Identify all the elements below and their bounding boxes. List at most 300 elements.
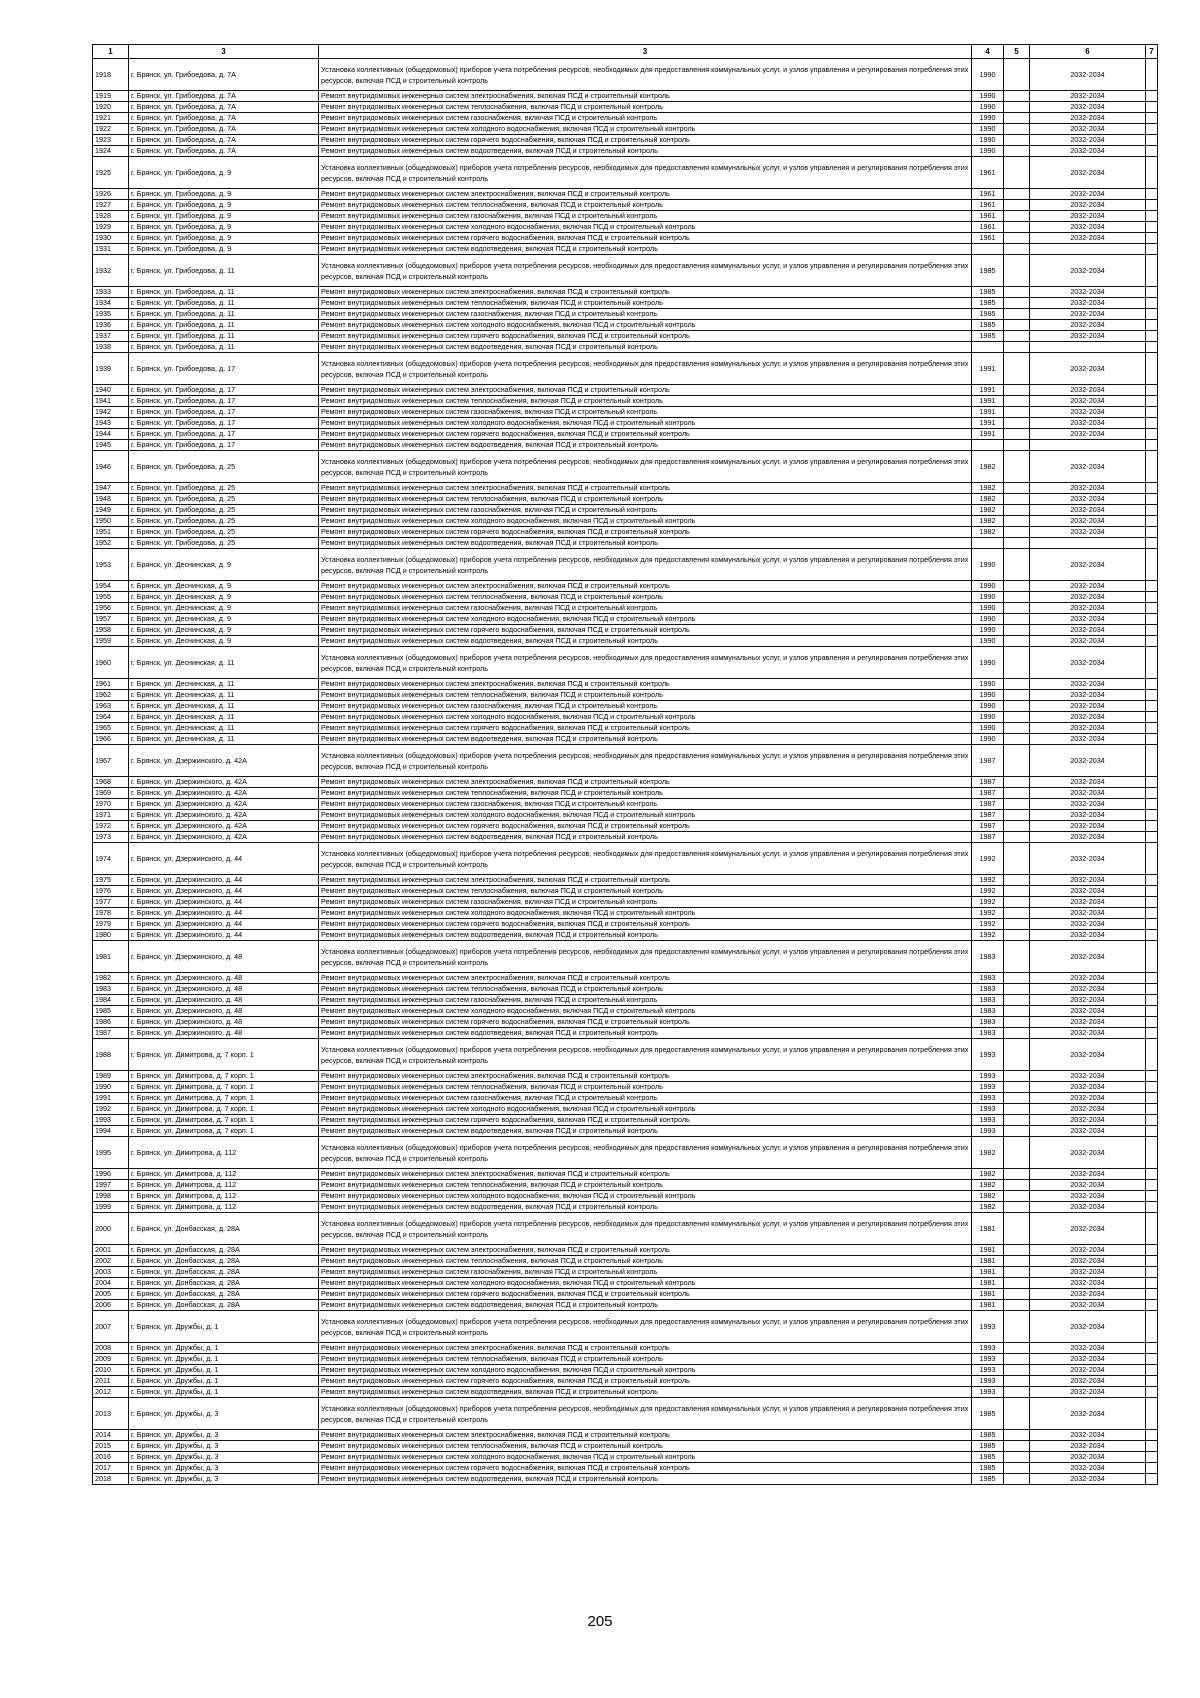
row-work-description: Ремонт внутридомовых инженерных систем горячего водоснабжения, включая ПСД и строительный контроль: [319, 625, 972, 636]
row-col5: [1004, 59, 1030, 91]
row-address: г. Брянск, ул. Грибоедова, д. 25: [129, 451, 319, 483]
row-col5: [1004, 146, 1030, 157]
row-year: 1985: [972, 287, 1004, 298]
row-period: 2032-2034: [1030, 1082, 1146, 1093]
row-number: 2017: [93, 1463, 129, 1474]
table-row: [93, 1191, 1158, 1202]
row-col5: [1004, 810, 1030, 821]
table-row: [93, 233, 1158, 244]
row-address: г. Брянск, ул. Дзержинского, д. 48: [129, 995, 319, 1006]
row-work-description: Ремонт внутридомовых инженерных систем электроснабжения, включая ПСД и строительный контроль: [319, 581, 972, 592]
row-number: 1988: [93, 1039, 129, 1071]
row-work-description: Ремонт внутридомовых инженерных систем горячего водоснабжения, включая ПСД и строительный контроль: [319, 135, 972, 146]
row-address: г. Брянск, ул. Грибоедова, д. 17: [129, 407, 319, 418]
row-year: 1993: [972, 1071, 1004, 1082]
row-year: 1985: [972, 309, 1004, 320]
row-year: 1982: [972, 1191, 1004, 1202]
row-period: [1030, 440, 1146, 451]
row-work-description: Ремонт внутридомовых инженерных систем теплоснабжения, включая ПСД и строительный контроль: [319, 1180, 972, 1191]
row-year: 1983: [972, 973, 1004, 984]
table-row: [93, 1452, 1158, 1463]
row-address: г. Брянск, ул. Дзержинского, д. 48: [129, 984, 319, 995]
row-col5: [1004, 1126, 1030, 1137]
column-header: 3: [129, 45, 319, 59]
row-period: 2032-2034: [1030, 353, 1146, 385]
table-row: [93, 211, 1158, 222]
row-col7: [1146, 396, 1158, 407]
row-col7: [1146, 1463, 1158, 1474]
row-col5: [1004, 679, 1030, 690]
row-work-description: Ремонт внутридомовых инженерных систем теплоснабжения, включая ПСД и строительный контроль: [319, 788, 972, 799]
table-row: [93, 1093, 1158, 1104]
row-col7: [1146, 701, 1158, 712]
row-col5: [1004, 636, 1030, 647]
row-number: 1946: [93, 451, 129, 483]
table-row: [93, 734, 1158, 745]
row-col7: [1146, 1104, 1158, 1115]
row-address: г. Брянск, ул. Деснинская, д. 9: [129, 549, 319, 581]
row-work-description: Установка коллективных (общедомовых) приборов учета потребления ресурсов, необходимых для предоставления коммунальных услуг, и узлов управления и регулирования потребления этих ресурсов, включая ПСД и строительный контроль: [319, 353, 972, 385]
row-year: 1990: [972, 636, 1004, 647]
row-period: 2032-2034: [1030, 135, 1146, 146]
row-number: 1995: [93, 1137, 129, 1169]
table-row: [93, 549, 1158, 581]
table-row: [93, 745, 1158, 777]
row-col5: [1004, 1398, 1030, 1430]
row-period: 2032-2034: [1030, 1452, 1146, 1463]
row-col5: [1004, 200, 1030, 211]
row-col5: [1004, 843, 1030, 875]
row-address: г. Брянск, ул. Грибоедова, д. 7А: [129, 102, 319, 113]
row-number: 1994: [93, 1126, 129, 1137]
row-col5: [1004, 1387, 1030, 1398]
row-address: г. Брянск, ул. Грибоедова, д. 11: [129, 309, 319, 320]
row-work-description: Ремонт внутридомовых инженерных систем электроснабжения, включая ПСД и строительный контроль: [319, 1071, 972, 1082]
column-header: 4: [972, 45, 1004, 59]
row-address: г. Брянск, ул. Димитрова, д. 112: [129, 1191, 319, 1202]
row-col7: [1146, 821, 1158, 832]
row-address: г. Брянск, ул. Дзержинского, д. 44: [129, 897, 319, 908]
row-period: 2032-2034: [1030, 1300, 1146, 1311]
row-col5: [1004, 440, 1030, 451]
row-number: 1989: [93, 1071, 129, 1082]
row-number: 1953: [93, 549, 129, 581]
row-col7: [1146, 712, 1158, 723]
row-col7: [1146, 973, 1158, 984]
row-address: г. Брянск, ул. Димитрова, д. 7 корп. 1: [129, 1071, 319, 1082]
row-address: г. Брянск, ул. Грибоедова, д. 25: [129, 516, 319, 527]
row-period: 2032-2034: [1030, 679, 1146, 690]
row-work-description: Ремонт внутридомовых инженерных систем водоотведения, включая ПСД и строительный контроль: [319, 146, 972, 157]
row-col7: [1146, 527, 1158, 538]
row-col7: [1146, 298, 1158, 309]
row-period: 2032-2034: [1030, 875, 1146, 886]
row-number: 1944: [93, 429, 129, 440]
row-address: г. Брянск, ул. Грибоедова, д. 9: [129, 189, 319, 200]
table-row: [93, 1006, 1158, 1017]
row-address: г. Брянск, ул. Грибоедова, д. 9: [129, 157, 319, 189]
row-address: г. Брянск, ул. Грибоедова, д. 25: [129, 483, 319, 494]
row-address: г. Брянск, ул. Дзержинского, д. 48: [129, 1006, 319, 1017]
row-number: 1980: [93, 930, 129, 941]
row-number: 1999: [93, 1202, 129, 1213]
row-year: 1985: [972, 1398, 1004, 1430]
row-col5: [1004, 1137, 1030, 1169]
row-period: 2032-2034: [1030, 1354, 1146, 1365]
row-address: г. Брянск, ул. Дзержинского, д. 44: [129, 919, 319, 930]
row-work-description: Ремонт внутридомовых инженерных систем теплоснабжения, включая ПСД и строительный контроль: [319, 1441, 972, 1452]
row-year: 1990: [972, 690, 1004, 701]
row-work-description: Ремонт внутридомовых инженерных систем горячего водоснабжения, включая ПСД и строительный контроль: [319, 331, 972, 342]
row-number: 1973: [93, 832, 129, 843]
row-period: 2032-2034: [1030, 1463, 1146, 1474]
row-col5: [1004, 1289, 1030, 1300]
row-period: 2032-2034: [1030, 832, 1146, 843]
table-row: [93, 440, 1158, 451]
row-col7: [1146, 995, 1158, 1006]
table-row: [93, 298, 1158, 309]
row-col7: [1146, 1354, 1158, 1365]
row-period: 2032-2034: [1030, 200, 1146, 211]
row-year: 1991: [972, 396, 1004, 407]
row-col5: [1004, 538, 1030, 549]
row-number: 1986: [93, 1017, 129, 1028]
row-col7: [1146, 679, 1158, 690]
row-col7: [1146, 777, 1158, 788]
row-address: г. Брянск, ул. Дружбы, д. 1: [129, 1343, 319, 1354]
row-address: г. Брянск, ул. Грибоедова, д. 9: [129, 222, 319, 233]
row-col7: [1146, 1126, 1158, 1137]
row-col7: [1146, 1071, 1158, 1082]
table-row: [93, 1039, 1158, 1071]
row-number: 1947: [93, 483, 129, 494]
row-work-description: Ремонт внутридомовых инженерных систем теплоснабжения, включая ПСД и строительный контроль: [319, 592, 972, 603]
row-year: 1990: [972, 91, 1004, 102]
table-row: [93, 1137, 1158, 1169]
row-period: 2032-2034: [1030, 799, 1146, 810]
row-col7: [1146, 59, 1158, 91]
row-col5: [1004, 1115, 1030, 1126]
table-row: [93, 102, 1158, 113]
row-col5: [1004, 1267, 1030, 1278]
row-col7: [1146, 157, 1158, 189]
row-address: г. Брянск, ул. Дружбы, д. 3: [129, 1474, 319, 1485]
row-work-description: Ремонт внутридомовых инженерных систем горячего водоснабжения, включая ПСД и строительный контроль: [319, 429, 972, 440]
row-year: 1983: [972, 1017, 1004, 1028]
row-period: 2032-2034: [1030, 1441, 1146, 1452]
table-row: [93, 538, 1158, 549]
row-number: 1939: [93, 353, 129, 385]
row-number: 1963: [93, 701, 129, 712]
table-row: [93, 777, 1158, 788]
row-number: 1954: [93, 581, 129, 592]
row-work-description: Установка коллективных (общедомовых) приборов учета потребления ресурсов, необходимых для предоставления коммунальных услуг, и узлов управления и регулирования потребления этих ресурсов, включая ПСД и строительный контроль: [319, 745, 972, 777]
row-work-description: Ремонт внутридомовых инженерных систем электроснабжения, включая ПСД и строительный контроль: [319, 1343, 972, 1354]
table-row: [93, 1267, 1158, 1278]
row-period: 2032-2034: [1030, 1474, 1146, 1485]
row-col5: [1004, 1463, 1030, 1474]
row-number: 1993: [93, 1115, 129, 1126]
row-col7: [1146, 1006, 1158, 1017]
row-year: [972, 538, 1004, 549]
row-number: 1920: [93, 102, 129, 113]
table-row: [93, 494, 1158, 505]
row-period: 2032-2034: [1030, 1104, 1146, 1115]
row-year: 1985: [972, 331, 1004, 342]
table-row: [93, 1278, 1158, 1289]
row-period: 2032-2034: [1030, 897, 1146, 908]
row-col7: [1146, 1028, 1158, 1039]
table-row: [93, 1126, 1158, 1137]
row-period: 2032-2034: [1030, 1169, 1146, 1180]
row-col5: [1004, 1441, 1030, 1452]
row-col7: [1146, 113, 1158, 124]
row-year: 1992: [972, 908, 1004, 919]
row-col7: [1146, 1430, 1158, 1441]
row-address: г. Брянск, ул. Деснинская, д. 11: [129, 701, 319, 712]
row-number: 1982: [93, 973, 129, 984]
row-col7: [1146, 211, 1158, 222]
row-col5: [1004, 549, 1030, 581]
row-col7: [1146, 919, 1158, 930]
row-col5: [1004, 320, 1030, 331]
row-col7: [1146, 200, 1158, 211]
row-col5: [1004, 799, 1030, 810]
row-col7: [1146, 1180, 1158, 1191]
row-work-description: Ремонт внутридомовых инженерных систем водоотведения, включая ПСД и строительный контроль: [319, 244, 972, 255]
row-col7: [1146, 1376, 1158, 1387]
row-number: 1956: [93, 603, 129, 614]
table-row: [93, 875, 1158, 886]
row-work-description: Ремонт внутридомовых инженерных систем холодного водоснабжения, включая ПСД и строительный контроль: [319, 1452, 972, 1463]
row-period: 2032-2034: [1030, 1202, 1146, 1213]
row-year: 1990: [972, 603, 1004, 614]
row-work-description: Ремонт внутридомовых инженерных систем водоотведения, включая ПСД и строительный контроль: [319, 636, 972, 647]
row-address: г. Брянск, ул. Грибоедова, д. 25: [129, 538, 319, 549]
row-year: 1990: [972, 549, 1004, 581]
row-year: 1993: [972, 1376, 1004, 1387]
row-number: 1941: [93, 396, 129, 407]
table-row: [93, 810, 1158, 821]
row-work-description: Ремонт внутридомовых инженерных систем газоснабжения, включая ПСД и строительный контроль: [319, 211, 972, 222]
row-period: 2032-2034: [1030, 777, 1146, 788]
row-work-description: Установка коллективных (общедомовых) приборов учета потребления ресурсов, необходимых для предоставления коммунальных услуг, и узлов управления и регулирования потребления этих ресурсов, включая ПСД и строительный контроль: [319, 843, 972, 875]
row-work-description: Ремонт внутридомовых инженерных систем газоснабжения, включая ПСД и строительный контроль: [319, 603, 972, 614]
row-number: 1940: [93, 385, 129, 396]
row-address: г. Брянск, ул. Дружбы, д. 1: [129, 1311, 319, 1343]
table-row: [93, 1474, 1158, 1485]
row-work-description: Ремонт внутридомовых инженерных систем холодного водоснабжения, включая ПСД и строительный контроль: [319, 1191, 972, 1202]
row-col7: [1146, 1300, 1158, 1311]
row-col5: [1004, 287, 1030, 298]
row-period: 2032-2034: [1030, 821, 1146, 832]
row-address: г. Брянск, ул. Дзержинского, д. 44: [129, 886, 319, 897]
row-col7: [1146, 581, 1158, 592]
row-col5: [1004, 1256, 1030, 1267]
row-address: г. Брянск, ул. Грибоедова, д. 25: [129, 505, 319, 516]
row-year: 1981: [972, 1213, 1004, 1245]
row-year: 1993: [972, 1104, 1004, 1115]
row-number: 1961: [93, 679, 129, 690]
row-address: г. Брянск, ул. Димитрова, д. 7 корп. 1: [129, 1115, 319, 1126]
row-address: г. Брянск, ул. Дружбы, д. 1: [129, 1376, 319, 1387]
row-address: г. Брянск, ул. Грибоедова, д. 17: [129, 385, 319, 396]
table-row: [93, 1430, 1158, 1441]
row-period: 2032-2034: [1030, 723, 1146, 734]
row-number: 1966: [93, 734, 129, 745]
row-period: 2032-2034: [1030, 91, 1146, 102]
row-col7: [1146, 287, 1158, 298]
row-year: 1983: [972, 1006, 1004, 1017]
table-row: [93, 1300, 1158, 1311]
row-col5: [1004, 1028, 1030, 1039]
row-year: 1982: [972, 1180, 1004, 1191]
row-year: 1961: [972, 233, 1004, 244]
row-col7: [1146, 1039, 1158, 1071]
row-col5: [1004, 614, 1030, 625]
row-col5: [1004, 647, 1030, 679]
table-row: [93, 690, 1158, 701]
table-row: [93, 418, 1158, 429]
row-work-description: Ремонт внутридомовых инженерных систем горячего водоснабжения, включая ПСД и строительный контроль: [319, 723, 972, 734]
row-work-description: Ремонт внутридомовых инженерных систем теплоснабжения, включая ПСД и строительный контроль: [319, 102, 972, 113]
row-year: 1993: [972, 1093, 1004, 1104]
row-address: г. Брянск, ул. Грибоедова, д. 11: [129, 331, 319, 342]
row-number: 1937: [93, 331, 129, 342]
row-number: 1979: [93, 919, 129, 930]
row-number: 1922: [93, 124, 129, 135]
table-row: [93, 908, 1158, 919]
row-period: 2032-2034: [1030, 407, 1146, 418]
row-period: 2032-2034: [1030, 483, 1146, 494]
row-number: 1996: [93, 1169, 129, 1180]
row-address: г. Брянск, ул. Деснинская, д. 11: [129, 712, 319, 723]
row-work-description: Ремонт внутридомовых инженерных систем холодного водоснабжения, включая ПСД и строительный контроль: [319, 1006, 972, 1017]
row-year: 1985: [972, 298, 1004, 309]
row-period: 2032-2034: [1030, 1430, 1146, 1441]
row-address: г. Брянск, ул. Дружбы, д. 3: [129, 1430, 319, 1441]
row-year: 1982: [972, 1202, 1004, 1213]
row-col5: [1004, 941, 1030, 973]
row-number: 1950: [93, 516, 129, 527]
row-col7: [1146, 647, 1158, 679]
row-work-description: Ремонт внутридомовых инженерных систем горячего водоснабжения, включая ПСД и строительный контроль: [319, 919, 972, 930]
row-year: 1990: [972, 625, 1004, 636]
row-col7: [1146, 102, 1158, 113]
row-period: 2032-2034: [1030, 712, 1146, 723]
row-number: 1987: [93, 1028, 129, 1039]
row-year: 1993: [972, 1365, 1004, 1376]
row-col7: [1146, 1017, 1158, 1028]
row-col5: [1004, 930, 1030, 941]
row-year: 1993: [972, 1082, 1004, 1093]
row-address: г. Брянск, ул. Дзержинского, д. 42А: [129, 745, 319, 777]
row-col5: [1004, 1278, 1030, 1289]
row-work-description: Установка коллективных (общедомовых) приборов учета потребления ресурсов, необходимых для предоставления коммунальных услуг, и узлов управления и регулирования потребления этих ресурсов, включая ПСД и строительный контроль: [319, 255, 972, 287]
table-row: [93, 331, 1158, 342]
row-period: 2032-2034: [1030, 1256, 1146, 1267]
row-col5: [1004, 255, 1030, 287]
row-address: г. Брянск, ул. Дзержинского, д. 48: [129, 941, 319, 973]
row-year: 1987: [972, 832, 1004, 843]
table-row: [93, 1343, 1158, 1354]
row-period: 2032-2034: [1030, 320, 1146, 331]
column-header: 7: [1146, 45, 1158, 59]
row-number: 1958: [93, 625, 129, 636]
row-number: 2006: [93, 1300, 129, 1311]
row-col7: [1146, 875, 1158, 886]
row-number: 1933: [93, 287, 129, 298]
table-row: [93, 1256, 1158, 1267]
row-col5: [1004, 1300, 1030, 1311]
row-address: г. Брянск, ул. Грибоедова, д. 17: [129, 418, 319, 429]
row-work-description: Ремонт внутридомовых инженерных систем водоотведения, включая ПСД и строительный контроль: [319, 832, 972, 843]
row-work-description: Ремонт внутридомовых инженерных систем электроснабжения, включая ПСД и строительный контроль: [319, 287, 972, 298]
row-address: г. Брянск, ул. Дзержинского, д. 44: [129, 875, 319, 886]
table-row: [93, 287, 1158, 298]
column-header: 1: [93, 45, 129, 59]
row-year: 1985: [972, 1441, 1004, 1452]
row-col7: [1146, 549, 1158, 581]
row-period: 2032-2034: [1030, 1126, 1146, 1137]
row-col7: [1146, 1256, 1158, 1267]
row-address: г. Брянск, ул. Дзержинского, д. 44: [129, 930, 319, 941]
row-work-description: Ремонт внутридомовых инженерных систем холодного водоснабжения, включая ПСД и строительный контроль: [319, 320, 972, 331]
row-year: 1982: [972, 483, 1004, 494]
row-year: 1992: [972, 930, 1004, 941]
row-work-description: Ремонт внутридомовых инженерных систем электроснабжения, включая ПСД и строительный контроль: [319, 777, 972, 788]
row-period: 2032-2034: [1030, 581, 1146, 592]
row-col5: [1004, 494, 1030, 505]
row-number: 1990: [93, 1082, 129, 1093]
row-col7: [1146, 385, 1158, 396]
row-period: 2032-2034: [1030, 636, 1146, 647]
row-col7: [1146, 233, 1158, 244]
row-work-description: Ремонт внутридомовых инженерных систем электроснабжения, включая ПСД и строительный контроль: [319, 1245, 972, 1256]
row-year: 1992: [972, 886, 1004, 897]
row-year: 1990: [972, 59, 1004, 91]
row-col7: [1146, 1115, 1158, 1126]
row-address: г. Брянск, ул. Грибоедова, д. 9: [129, 200, 319, 211]
row-col5: [1004, 1169, 1030, 1180]
row-col7: [1146, 897, 1158, 908]
row-col5: [1004, 625, 1030, 636]
row-address: г. Брянск, ул. Донбасская, д. 28А: [129, 1267, 319, 1278]
row-work-description: Ремонт внутридомовых инженерных систем водоотведения, включая ПСД и строительный контроль: [319, 342, 972, 353]
row-number: 1955: [93, 592, 129, 603]
row-work-description: Ремонт внутридомовых инженерных систем газоснабжения, включая ПСД и строительный контроль: [319, 897, 972, 908]
row-period: [1030, 342, 1146, 353]
row-year: 1982: [972, 516, 1004, 527]
row-col5: [1004, 1104, 1030, 1115]
row-number: 1983: [93, 984, 129, 995]
row-number: 1923: [93, 135, 129, 146]
table-row: [93, 832, 1158, 843]
row-col5: [1004, 919, 1030, 930]
row-period: 2032-2034: [1030, 1180, 1146, 1191]
row-number: 2007: [93, 1311, 129, 1343]
row-address: г. Брянск, ул. Димитрова, д. 7 корп. 1: [129, 1126, 319, 1137]
row-work-description: Ремонт внутридомовых инженерных систем теплоснабжения, включая ПСД и строительный контроль: [319, 1256, 972, 1267]
row-col7: [1146, 429, 1158, 440]
column-header: 3: [319, 45, 972, 59]
row-work-description: Ремонт внутридомовых инженерных систем теплоснабжения, включая ПСД и строительный контроль: [319, 690, 972, 701]
row-col5: [1004, 298, 1030, 309]
row-col7: [1146, 244, 1158, 255]
row-address: г. Брянск, ул. Деснинская, д. 11: [129, 679, 319, 690]
row-year: 1985: [972, 1452, 1004, 1463]
row-col7: [1146, 451, 1158, 483]
